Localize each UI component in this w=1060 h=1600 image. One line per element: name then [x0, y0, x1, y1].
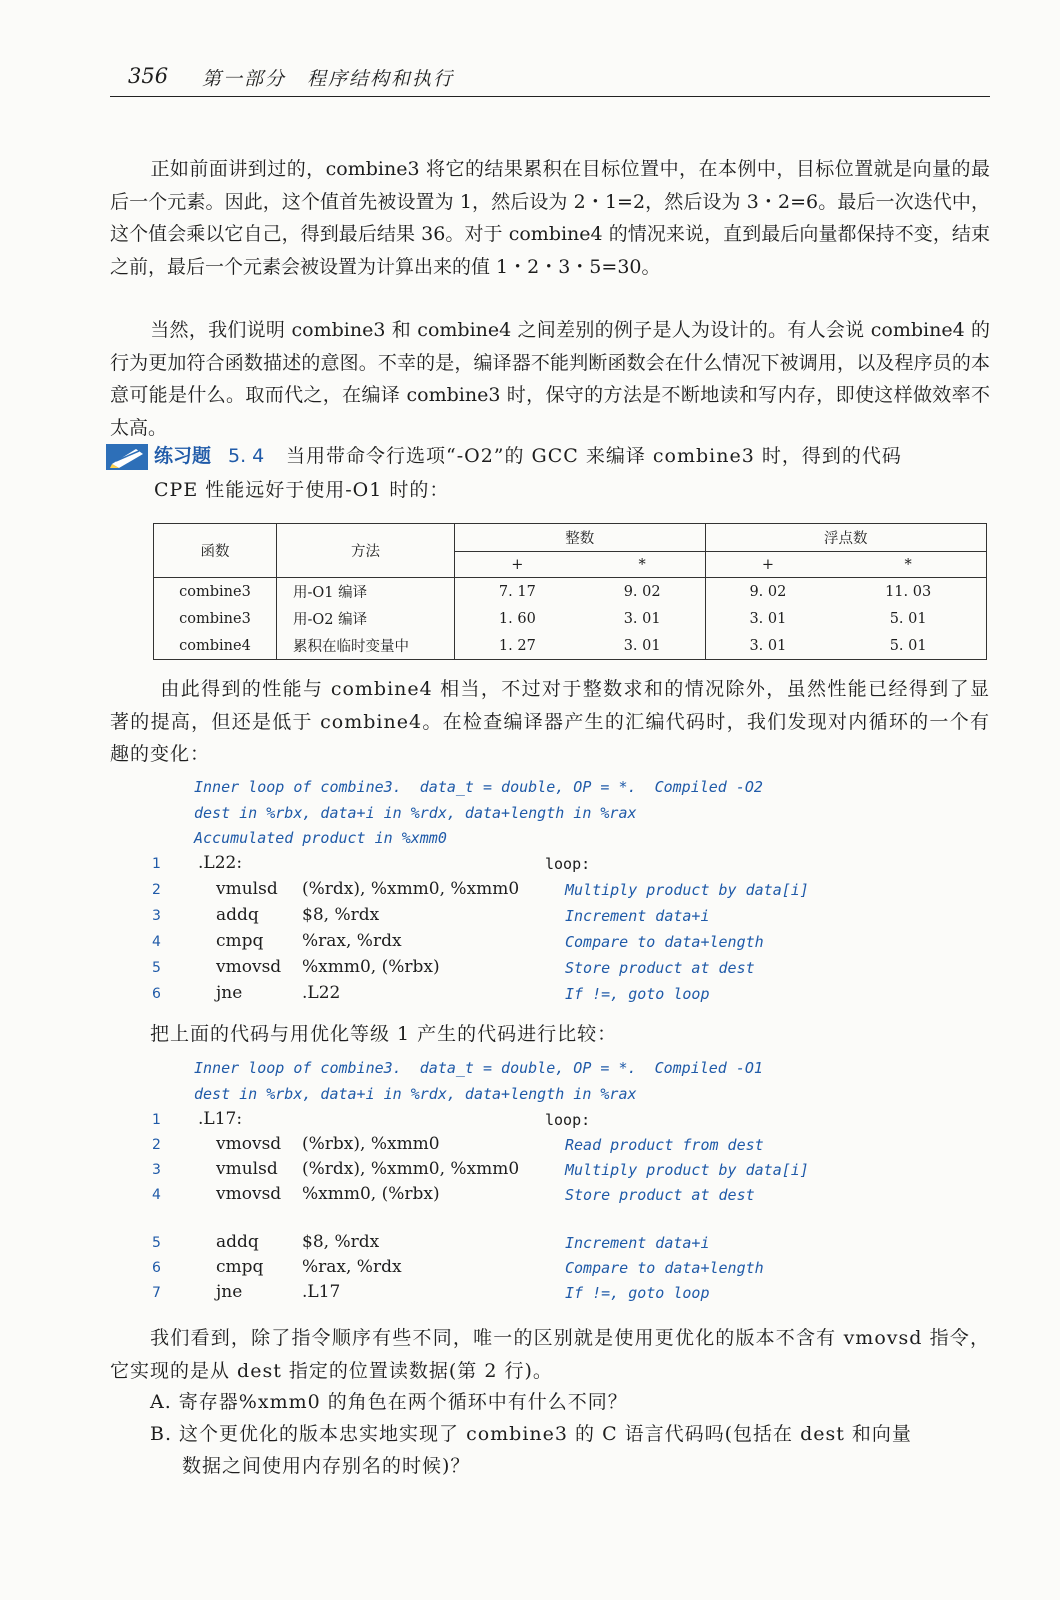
line-number: 5	[152, 1235, 161, 1251]
paragraph-1	[110, 153, 990, 283]
loop-label: loop:	[545, 1111, 591, 1129]
cell-fp-mul: 11. 03	[830, 578, 986, 606]
col-function-header: 函数	[154, 524, 277, 578]
code-op: cmpq	[216, 1257, 264, 1277]
cell-function: combine4	[154, 632, 277, 660]
exercise-label: 练习题	[154, 445, 212, 467]
line-number: 2	[152, 1137, 161, 1153]
code-block-o2	[110, 774, 990, 1014]
code-comment: If !=, goto loop	[565, 985, 710, 1003]
cell-function: combine3	[154, 578, 277, 606]
code-op: cmpq	[216, 931, 264, 951]
exercise-text-line-1: 当用带命令行选项“-O2”的 GCC 来编译 combine3 时，得到的代码	[286, 445, 902, 467]
code-op: addq	[216, 1232, 259, 1252]
code-comment: Increment data+i	[565, 1234, 710, 1252]
code-comment: If !=, goto loop	[565, 1284, 710, 1302]
page-header	[110, 62, 990, 97]
int-mul-header: *	[580, 552, 705, 578]
cell-fp-add: 9. 02	[705, 578, 830, 606]
code-comment: Inner loop of combine3. data_t = double, OP = *. Compiled -O2	[194, 778, 763, 796]
cell-int-mul: 3. 01	[580, 632, 705, 660]
code-op: vmovsd	[216, 1184, 282, 1204]
question-a	[110, 1386, 990, 1419]
code-comment: Inner loop of combine3. data_t = double, OP = *. Compiled -O1	[194, 1059, 763, 1077]
code-comment: Accumulated product in %xmm0	[194, 829, 447, 847]
paragraph-5-text: 我们看到，除了指令顺序有些不同，唯一的区别就是使用更优化的版本不含有 vmovsd 指令，它实现的是从 dest 指定的位置读数据(第 2 行)。	[110, 1327, 990, 1382]
question-b-text-line-2: 数据之间使用内存别名的时候)？	[182, 1455, 471, 1477]
page-number: 356	[128, 64, 169, 88]
code-op: addq	[216, 905, 259, 925]
code-args: (%rdx), %xmm0, %xmm0	[302, 879, 520, 899]
fp-add-header: +	[705, 552, 830, 578]
line-number: 6	[152, 986, 161, 1002]
line-number: 3	[152, 1162, 161, 1178]
paragraph-2-text: 当然，我们说明 combine3 和 combine4 之间差别的例子是人为设计的。有人会说 combine4 的行为更加符合函数描述的意图。不幸的是，编译器不能判断函数会在什么情况下被调用，以及程序员的本意可能是什么。取而代之，在编译 combine3 时，保守的方法是不断地读和写内存，即使这样做效率不太高。	[110, 319, 990, 439]
code-comment: Compare to data+length	[565, 933, 764, 951]
code-comment: Multiply product by data[i]	[565, 881, 809, 899]
code-args: (%rdx), %xmm0, %xmm0	[302, 1159, 520, 1179]
code-block-o1	[110, 1055, 990, 1310]
code-op: vmovsd	[216, 957, 282, 977]
col-method-header: 方法	[277, 524, 455, 578]
code-args: .L22	[302, 983, 341, 1003]
code-comment: dest in %rbx, data+i in %rdx, data+length in %rax	[194, 1085, 637, 1103]
cell-fp-mul: 5. 01	[830, 605, 986, 632]
paragraph-1-text: 正如前面讲到过的，combine3 将它的结果累积在目标位置中，在本例中，目标位置就是向量的最后一个元素。因此，这个值首先被设置为 1，然后设为 2・1=2，然后设为 3・2=6。最后一次迭代中，这个值会乘以它自己，得到最后结果 36。对于 combine4 的情况来说，直到最后向量都保持不变，结束之前，最后一个元素会被设置为计算出来的值 1・2・3・5=30。	[110, 158, 990, 278]
line-number: 4	[152, 934, 161, 950]
code-comment: Increment data+i	[565, 907, 710, 925]
table-row	[154, 632, 987, 660]
question-b-text-line-1: B. 这个更优化的版本忠实地实现了 combine3 的 C 语言代码吗(包括在 dest 和向量	[150, 1423, 912, 1445]
code-comment: Compare to data+length	[565, 1259, 764, 1277]
line-number: 5	[152, 960, 161, 976]
code-args: %rax, %rdx	[302, 1257, 402, 1277]
int-group-header: 整数	[455, 524, 706, 552]
line-number: 4	[152, 1187, 161, 1203]
code-op: vmovsd	[216, 1134, 282, 1154]
code-op: jne	[216, 1282, 243, 1302]
line-number: 2	[152, 882, 161, 898]
code-args: %rax, %rdx	[302, 931, 402, 951]
paragraph-4	[110, 1018, 990, 1051]
line-number: 1	[152, 856, 161, 872]
line-number: 7	[152, 1285, 161, 1301]
loop-label: loop:	[545, 855, 591, 873]
code-op: jne	[216, 983, 243, 1003]
paragraph-5	[110, 1322, 990, 1387]
paragraph-3-text: 由此得到的性能与 combine4 相当，不过对于整数求和的情况除外，虽然性能已经得到了显著的提高，但还是低于 combine4。在检查编译器产生的汇编代码时，我们发现对内循环的一个有趣的变化：	[110, 678, 990, 765]
code-args: $8, %rdx	[302, 1232, 380, 1252]
code-comment: Read product from dest	[565, 1136, 764, 1154]
fp-mul-header: *	[830, 552, 986, 578]
exercise-pencil-icon	[106, 444, 148, 470]
code-args: $8, %rdx	[302, 905, 380, 925]
table-row	[154, 605, 987, 632]
table-row	[154, 578, 987, 606]
exercise-text-line-2: CPE 性能远好于使用-O1 时的：	[154, 479, 450, 501]
code-label: .L22:	[198, 853, 243, 873]
cpe-table	[153, 523, 987, 660]
code-comment: Multiply product by data[i]	[565, 1161, 809, 1179]
cell-int-mul: 3. 01	[623, 610, 661, 627]
code-args: %xmm0, (%rbx)	[302, 1184, 440, 1204]
code-comment: Store product at dest	[565, 1186, 755, 1204]
float-group-header: 浮点数	[705, 524, 986, 552]
code-args: (%rbx), %xmm0	[302, 1134, 440, 1154]
code-comment: dest in %rbx, data+i in %rdx, data+length in %rax	[194, 804, 637, 822]
cell-int-add: 1. 60	[455, 605, 580, 632]
code-args: %xmm0, (%rbx)	[302, 957, 440, 977]
cell-int-add: 1. 27	[455, 632, 580, 660]
question-b	[110, 1418, 990, 1451]
code-op: vmulsd	[216, 879, 278, 899]
cell-fp-add: 3. 01	[705, 632, 830, 660]
line-number: 6	[152, 1260, 161, 1276]
running-title: 第一部分 程序结构和执行	[202, 68, 455, 90]
paragraph-2	[110, 314, 990, 444]
cell-function: combine3	[154, 605, 277, 632]
code-label: .L17:	[198, 1109, 243, 1129]
paragraph-3	[110, 673, 990, 771]
exercise-number: 5. 4	[228, 445, 265, 467]
cell-fp-mul: 5. 01	[830, 632, 986, 660]
cell-method: 用-O2 编译	[277, 605, 455, 632]
code-comment: Store product at dest	[565, 959, 755, 977]
line-number: 3	[152, 908, 161, 924]
cell-fp-add: 3. 01	[705, 605, 830, 632]
cell-int-add: 7. 17	[455, 578, 580, 606]
cell-method: 累积在临时变量中	[277, 632, 455, 660]
paragraph-4-text: 把上面的代码与用优化等级 1 产生的代码进行比较：	[150, 1023, 618, 1045]
line-number: 1	[152, 1112, 161, 1128]
cell-int-mul: 9. 02	[580, 578, 705, 606]
question-a-text: A. 寄存器%xmm0 的角色在两个循环中有什么不同？	[150, 1391, 628, 1413]
code-op: vmulsd	[216, 1159, 278, 1179]
cell-method: 用-O1 编译	[277, 578, 455, 606]
int-add-header: +	[455, 552, 580, 578]
question-b-continued	[110, 1450, 990, 1483]
code-args: .L17	[302, 1282, 341, 1302]
